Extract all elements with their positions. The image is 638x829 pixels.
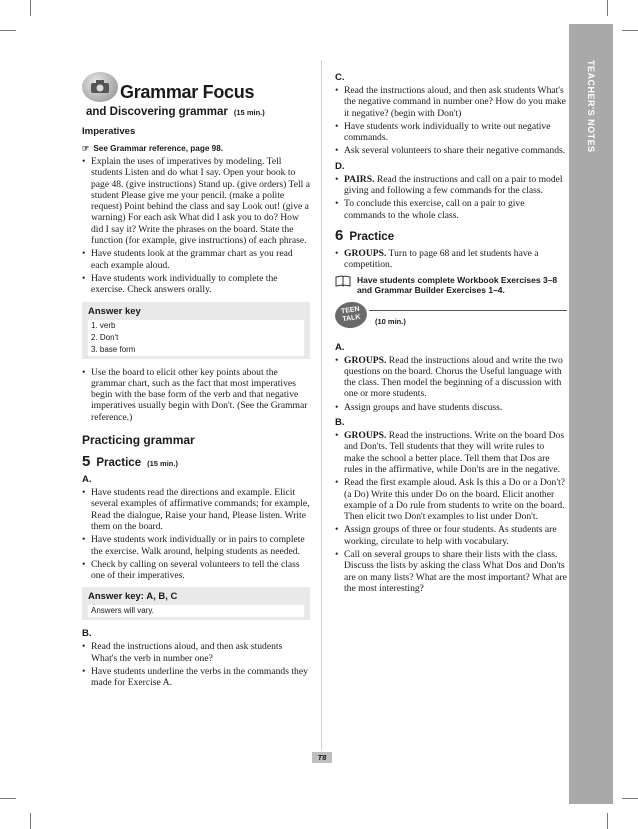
list-item: • Have students underline the verbs in the commands they made for Exercise A. [82,666,310,689]
answer-key-title: Answer key: A, B, C [88,591,178,603]
practice-label: Practice [96,457,142,470]
practice-number: 5 [82,453,91,471]
teen-talk-badge: TEEN TALK [333,299,368,329]
answer-key-item: 2. Don't [88,332,304,344]
groups-label: GROUPS. [344,247,387,259]
groups-text: Read the instructions aloud and write the two questions on the board. Chorus the Useful language with the class. Then model the beginning of a discussion with one or more students. [344,354,563,400]
list-item: • Ask several volunteers to share their negative commands. [335,145,567,156]
section-title: Grammar Focus [120,82,255,102]
reference-text: See Grammar reference, page 98. [93,143,224,153]
page-number: T8 [312,752,332,763]
crop-mark [607,0,608,16]
answer-key-item: 3. base form [88,344,304,356]
workbook-note [335,275,567,296]
list-item: • Have students work individually to complete the exercise. Check answers orally. [82,273,310,296]
list-item: • Use the board to elicit other key points about the grammar chart, such as the fact that most imperatives begin with the base form of the verb and that negative imperatives usually begin with Don't. (See the Grammar reference.) [82,367,310,423]
crop-mark [0,798,16,799]
crop-mark [622,798,638,799]
left-column [82,72,310,691]
list-item: • Have students look at the grammar chart as you read each example aloud. [82,248,310,271]
pairs-label: PAIRS. [344,173,375,185]
crop-mark [30,813,31,829]
crop-mark [622,30,638,31]
list-item: • Assign groups and have students discuss. [335,402,567,413]
exercise-letter: C. [335,72,345,83]
practice-6-heading [335,227,567,244]
list-item: • To conclude this exercise, call on a pair to give commands to the whole class. [335,198,567,221]
bullet-list [335,430,567,594]
list-item: • Read the instructions aloud, and then ask students What's the verb in number one? [82,641,310,664]
groups-text: Read the instructions. Write on the board Dos and Don'ts. Tell students that they will write rules to make the school a better place. Tell them that Dos are rules in the affirmative, while Don'ts are in the negative. [344,430,565,475]
crop-mark [607,813,608,829]
list-item [335,174,567,197]
teen-talk-header [335,302,567,336]
exercise-letter: B. [82,628,92,640]
groups-label: GROUPS. [344,430,387,442]
crop-mark [0,30,16,31]
list-item [335,430,567,475]
right-column [335,68,567,596]
bullet-list [335,174,567,221]
list-item: • Assign groups of three or four students. As students are working, circulate to help with vocabulary. [335,524,567,547]
list-item: • Have students read the directions and example. Elicit several examples of affirmative commands; for example, Read the dialogue, Raise your hand, Please listen. Write them on the board. [82,487,310,532]
bullet-list [335,355,567,413]
answer-key-note: Answers will vary. [88,605,304,617]
list-item: • Check by calling on several volunteers to tell the class one of their imperatives. [82,559,310,582]
workbook-text: Have students complete Workbook Exercises 3–8 and Grammar Builder Exercises 1–4. [357,274,558,296]
exercise-letter: A. [335,341,345,353]
bullet-list [82,487,310,581]
practice-label: Practice [349,230,395,243]
list-item [335,355,567,400]
answer-key-box [82,587,310,620]
groups-label: GROUPS. [344,354,387,366]
answer-key-item: 1. verb [88,320,304,332]
bullet-list [82,367,310,423]
list-item: • Read the instructions aloud, and then ask students What's the negative command in number one? How do you make it negative? (begin with Don't) [335,85,567,119]
answer-key-title: Answer key [88,305,141,317]
exercise-letter: D. [335,160,345,172]
sidebar-label: TEACHER'S NOTES [586,60,596,153]
list-item: • Read the first example aloud. Ask Is this a Do or a Don't? (a Do) Write this under Do on the board. Elicit another example of a Do rule from students to write on the board. Then elicit two Don't examples to list under Don't. [335,477,567,522]
exercise-letter: B. [335,417,345,429]
answer-key-box [82,302,310,359]
practice-number: 6 [335,226,344,244]
list-item: • Have students work individually to write out negative commands. [335,121,567,144]
list-item: • Call on several groups to share their lists with the class. Discuss the lists by asking the class What Dos and Don'ts are on many lists? What are the most important? What are the most interesting? [335,549,567,594]
column-divider [321,60,322,750]
bullet-list [335,248,567,271]
teen-talk-rule [369,310,567,311]
imperatives-label: Imperatives [82,126,136,137]
groups-text: Turn to page 68 and let students have a competition. [344,247,539,271]
practice-time: (15 min.) [147,459,178,469]
bullet-list [82,156,310,296]
bullet-list [335,85,567,157]
practice-5-heading [82,453,310,470]
section-subtitle [86,106,265,118]
bullet-list [82,641,310,688]
practicing-grammar-heading: Practicing grammar [82,433,195,448]
grammar-focus-header [82,72,310,122]
grammar-reference [82,143,310,153]
pairs-text: Read the instructions and call on a pair to model giving and following a few commands for the class. [344,173,563,197]
list-item [335,248,567,271]
exercise-letter: A. [82,474,92,486]
camera-icon [82,72,118,102]
teen-talk-time: (10 min.) [375,316,406,326]
list-item: • Explain the uses of imperatives by modeling. Tell students Listen and do what I say. Open your book to page 48. (give instructions) Stand up. (give orders) Tell a student Please give me your pencil. (make a polite request) Point behind the class and say Look out! (give a warning) For each ask What did I ask you to do? How did I say it? Write the phrases on the board. State the function (for example, give instructions) of each phrase. [82,156,310,246]
subtitle-time: (15 min.) [233,108,265,117]
subtitle-text: and Discovering grammar [86,106,228,118]
book-icon [335,275,351,296]
crop-mark [30,0,31,16]
pointing-hand-icon: ☞ [82,144,90,153]
list-item: • Have students work individually or in pairs to complete the exercise. Walk around, helping students as needed. [82,534,310,557]
